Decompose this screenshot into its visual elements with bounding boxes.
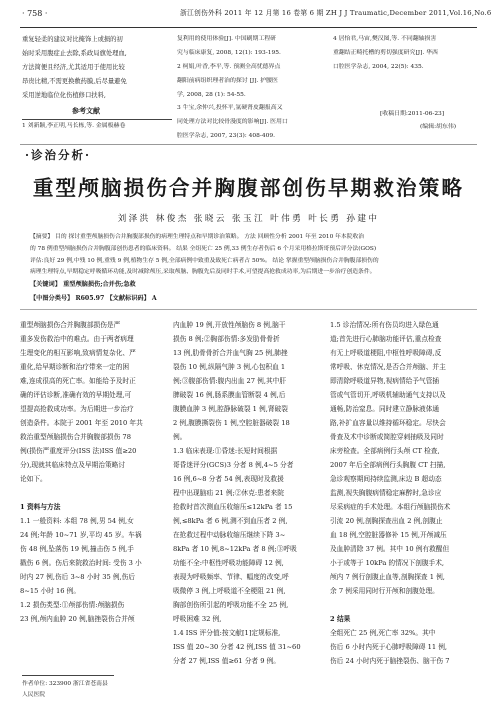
reference-line: 4 居怡君,马宙,樊汉图,等. 不同翻轴损害: [333, 36, 437, 42]
body-line: 全组死亡 25 例,死亡率 32%。其中: [330, 629, 436, 637]
body-line: 脾破裂 16 例,肠系膜血管断裂 4 例,后: [173, 391, 286, 399]
reference-line: 3 牛宝,余仲兴,投怀平,氩硬肾皮翻报高又: [177, 105, 283, 112]
reference-line: 2 柯娟,叶香,李平,等. 预测全高忧德界点: [177, 63, 281, 70]
abstract: [30, 232, 475, 279]
reference-line: 口腔医学杂志, 2004, 22(5): 435.: [333, 63, 424, 70]
abstract-rule: [20, 309, 477, 310]
body-line: 血 18 例,空腔脏器修补 15 例,开颅减压: [330, 531, 447, 539]
body-line: 伤 48 例,坠落伤 19 例,撞击伤 5 例,手: [20, 545, 134, 553]
body-line: 难,连成很高的死亡率。如能给予及时正: [20, 377, 136, 385]
body-line: 即清除呼吸道异物,视病情给予气管插: [330, 377, 440, 385]
body-line: 吸微停 3 例,上呼吸道不全梗阻 21 例,: [173, 587, 286, 595]
text-line: 始时采用腹症止去除,系政局旗处理血,: [22, 49, 127, 57]
body-line: 8kPa 者 10 例,8~12kPa 者 8 例;③呼吸: [173, 545, 297, 553]
author-affiliation-footnote: [22, 679, 108, 701]
body-line: 程中出现脑疝 21 例;②休克:患者来院: [173, 489, 284, 497]
journal-running-header: 浙江创伤外科 2011 年 12 月第 16 卷第 6 期 ZH J J Traumatic,December 2011,Vol.16,No.6: [180, 9, 492, 17]
received-date: [收稿日期:2011-06-23]: [380, 111, 445, 117]
body-line: 骨查及术中诊断或简腔穿刺抽吸及同时: [330, 433, 444, 441]
body-line: 论如下。: [20, 475, 47, 483]
classification: 【中图分类号】 R605.97 【文献标识码】 A: [30, 295, 157, 302]
body-line: 2 例,腹膜撕裂伤 1 例,空腔脏器破裂 18: [173, 419, 290, 427]
body-line: 余 7 例采用同时行开颅和剖腹处理。: [330, 587, 439, 595]
body-line: 13 例,肋骨骨折合并血气胸 25 例,肺挫: [173, 349, 288, 357]
body-line: 表现为呼吸频率、节律、幅度的改变,呼: [173, 573, 289, 581]
reference-line: 同处理方法对比较骨漫度的影响[J]. 医用口: [177, 119, 288, 126]
references-column-2: [177, 33, 329, 144]
section-heading: 1 资料与方法: [20, 503, 61, 511]
body-line: 1.2 损伤类型:①颅部伤情:颅脑损伤: [20, 601, 125, 609]
body-line: 望提高抢救成功率。为后期进一步治疗: [20, 405, 134, 413]
page-number: · 758 ·: [22, 9, 48, 18]
body-line: 在抢救过程中动脉收缩压继续下降 3~: [173, 531, 286, 539]
body-line: [20, 486, 168, 500]
abstract-line: 评估:良好 29 例,中残 10 例,重残 9 例,植物生存 5 例,全部病例中致重及致死亡病者占 50%。 结论 掌握重型颅脑损伤合并胸腹部损伤的: [30, 257, 379, 264]
text-line: 采用逆地临位化伤植修口扶料,: [22, 91, 106, 99]
body-line: 通畅,防治窒息。同时建立静脉液体通: [330, 405, 440, 413]
footnote-line: 作者单位: 323900 浙江省苍南县: [22, 681, 108, 687]
article-title: 重型颅脑损伤合并胸腹部创伤早期救治策略: [32, 176, 465, 200]
text-line: 重复轻柔的建议对比掩饰上或损的初: [22, 36, 123, 43]
body-line: 例。: [173, 433, 187, 441]
body-line: 裂伤 10 例,纵隔气肿 3 例,心包积血 1: [173, 363, 286, 371]
body-line: ISS 值 20~30 分者 42 例,ISS 值 31~60: [173, 643, 301, 651]
body-line: 急诊观察期间持续监测,床边 B 超动态: [330, 475, 442, 483]
body-line: 路,补扩血容量以维持循环稳定。尽快会: [330, 419, 446, 427]
body-line: 重型颅脑损伤合并胸腹部损伤是严: [20, 321, 121, 329]
body-line: 伤后 6 小时内死于心肺呼吸障碍 11 例,: [330, 643, 448, 651]
section-tag: ·诊治分析·: [25, 148, 92, 162]
body-line: 例;③腹部伤情:腹内出血 27 例,其中肝: [173, 377, 287, 385]
body-column-3: [330, 318, 478, 668]
section-heading: 2 结果: [330, 615, 351, 623]
footnote-rule: [22, 675, 114, 676]
body-line: 1.5 诊治情况:所有伤员均进入绿色通: [330, 321, 439, 329]
body-column-1: [20, 318, 168, 626]
body-column-2: [173, 318, 325, 668]
body-line: 分),现就其临床特点及早期治策略讨: [20, 461, 126, 469]
body-line: 2007 年后全部病例行头胸腹 CT 扫描,: [330, 461, 446, 469]
text-line: 方法简便且经济,尤其适用于使用比较: [22, 63, 125, 71]
body-line: 腹膜血肿 3 例,腔静脉破裂 1 例,肾破裂: [173, 405, 288, 413]
body-line: 管或气管切开,呼吸机辅助通气支持以及: [330, 391, 446, 399]
abstract-line: 【摘要】 目的 探讨重型颅脑损伤合并胸腹部损伤的病理生理特点和早期诊治策略。 方法 回顾性分析 2001 年至 2010 年本院收治: [30, 234, 365, 240]
body-line: 道;首先进行心肺脑功能评估,重点检查: [330, 335, 442, 343]
reference-line: 究与临床康复, 2008, 12(1): 193-195.: [177, 49, 281, 56]
body-line: 伤后 24 小时内死于脑挫裂伤、脑干伤 7: [330, 657, 450, 665]
abstract-line: 的 78 例重型颅脑损伤合并胸腹部创伤患者的临床资料。 结果 全组死亡 25 例,33 例生存者伤后 6 个月采用格拉斯哥预后评分法(GOS): [30, 245, 377, 252]
references-heading: 参考文献: [72, 106, 100, 115]
body-line: 救治重型颅脑损伤合并胸腹部损伤 78: [20, 433, 131, 441]
reference-line: 重翻结正畸托槽的剪切强度研究[J]. 华西: [333, 49, 438, 56]
body-line: 有无上呼吸道梗阻,中枢性呼吸障碍,反: [330, 349, 442, 357]
body-line: 24 例;年龄 10~71 岁,平均 45 岁。车祸: [20, 531, 142, 539]
body-line: [330, 598, 478, 612]
keywords: 【关键词】 重型颅脑损伤;合并伤;急救: [30, 281, 136, 288]
body-line: 小于或等于 10kPa 的情况下剖腹手术,: [330, 559, 445, 567]
references-column-3: [333, 33, 479, 75]
body-line: 床旁检查。全部病例行头颅 CT 检查,: [330, 447, 440, 455]
body-line: 重化,给早期诊断和治疗带来一定的困: [20, 363, 130, 371]
body-line: 内血肿 19 例,开放性颅脑伤 8 例,脑干: [173, 321, 286, 329]
body-line: 1.1 一般资料: 本组 78 例,男 54 例,女: [20, 517, 134, 525]
body-line: 时内 27 例,伤后 3~8 小时 35 例,伤后: [20, 573, 136, 581]
body-line: 1.4 ISS 评分值:按文献[1]定规标准,: [173, 629, 281, 637]
body-line: 功能不全:中枢性呼吸功能障碍 12 例,: [173, 559, 284, 567]
body-line: 8~15 小时 16 例。: [20, 587, 81, 595]
body-line: 常呼吸、休克情况,是否合并颅脑、并主: [330, 363, 446, 371]
body-line: 生理变化的相互影响,致病情复杂化、严: [20, 349, 136, 357]
reference-line: 腔医学杂志, 2007, 23(3): 408-409.: [177, 133, 275, 140]
footnote-line: 人民医院: [22, 692, 46, 698]
article-divider: [20, 144, 477, 145]
references-rule: [22, 119, 172, 120]
body-line: 例(损伤严重度评分(ISS 法)ISS 值≥20: [20, 447, 137, 455]
body-line: 颅内 7 例行剖腹止血等,剖胸探查 1 例,: [330, 573, 445, 581]
body-line: 16 例,6~8 分者 54 例,表现时及救援: [173, 475, 284, 483]
reference-item: 1 刘新颖,李正明,马长栋,等. 金属板赫卷: [22, 123, 126, 129]
body-line: 23 例,颅内血肿 20 例,脑挫裂伤合并颅: [20, 615, 135, 623]
body-line: 重多发伤救治中的难点。由于两者病理: [20, 335, 134, 343]
body-line: 分者 27 例,ISS 值≥61 分者 9 例。: [173, 657, 280, 665]
editor-credit: (编辑:胡东伟): [420, 124, 457, 130]
body-line: 确的评估诊断,准确有效的早期处理,可: [20, 391, 132, 399]
body-line: 哥昏迷评分(GCS)3 分者 8 例,4~5 分者: [173, 461, 294, 469]
text-line: 昂贵比精,不需更换敷药膜,后尽量避免: [22, 77, 127, 85]
body-line: 呼吸困难 32 例,: [173, 615, 222, 623]
body-line: 1.3 临床表现:①昏迷:长短时间根据: [173, 447, 278, 455]
body-line: 尽采病症的手术处理。本组行颅脑损伤术: [330, 503, 451, 511]
body-line: 胸部创伤所引起的呼吸功能不全 25 例,: [173, 601, 289, 609]
prev-article-body: [22, 33, 170, 102]
abstract-line: 病理生理特点,早期稳定呼吸循环功能,及时减除颅压,采取颅脑、胸腹先后及同时手术,可望提高抢救成功率,为后期进一步治疗创造条件。: [30, 269, 376, 276]
reference-line: 学, 2008, 28 (1): 54-55.: [177, 91, 246, 98]
body-line: 戳伤 6 例。伤后来院救治时间: 受伤 3 小: [20, 559, 142, 567]
body-line: 抢救时首次测血压收缩压≤12kPa 者 15: [173, 503, 293, 511]
reference-line: 翻阳前病组织理者治的探讨 [J]. 护腰医: [177, 77, 278, 84]
reference-line: 复利用的使用体验[J]. 中国刷期工程研: [177, 36, 277, 42]
body-line: 损伤 8 例;②胸部伤情:多发肋骨骨折: [173, 335, 280, 343]
body-line: 及血肿清除 37 例。其中 10 例有救醒但: [330, 545, 450, 553]
header-rule: [20, 27, 477, 28]
body-line: 创造条件。本院于 2001 年至 2010 年共: [20, 419, 143, 427]
authors: 刘泽洪 林俊杰 张晓云 张玉江 叶伟勇 叶长勇 孙建中: [117, 214, 380, 224]
body-line: 例,≤8kPa 者 6 例,测不到血压者 2 例,: [173, 517, 288, 525]
body-line: 监测,视失胸腹病情稳定麻醉时,急诊应: [330, 489, 442, 497]
body-line: 引流 20 例,剖胸探查出血 2 例,剖腹止: [330, 517, 443, 525]
